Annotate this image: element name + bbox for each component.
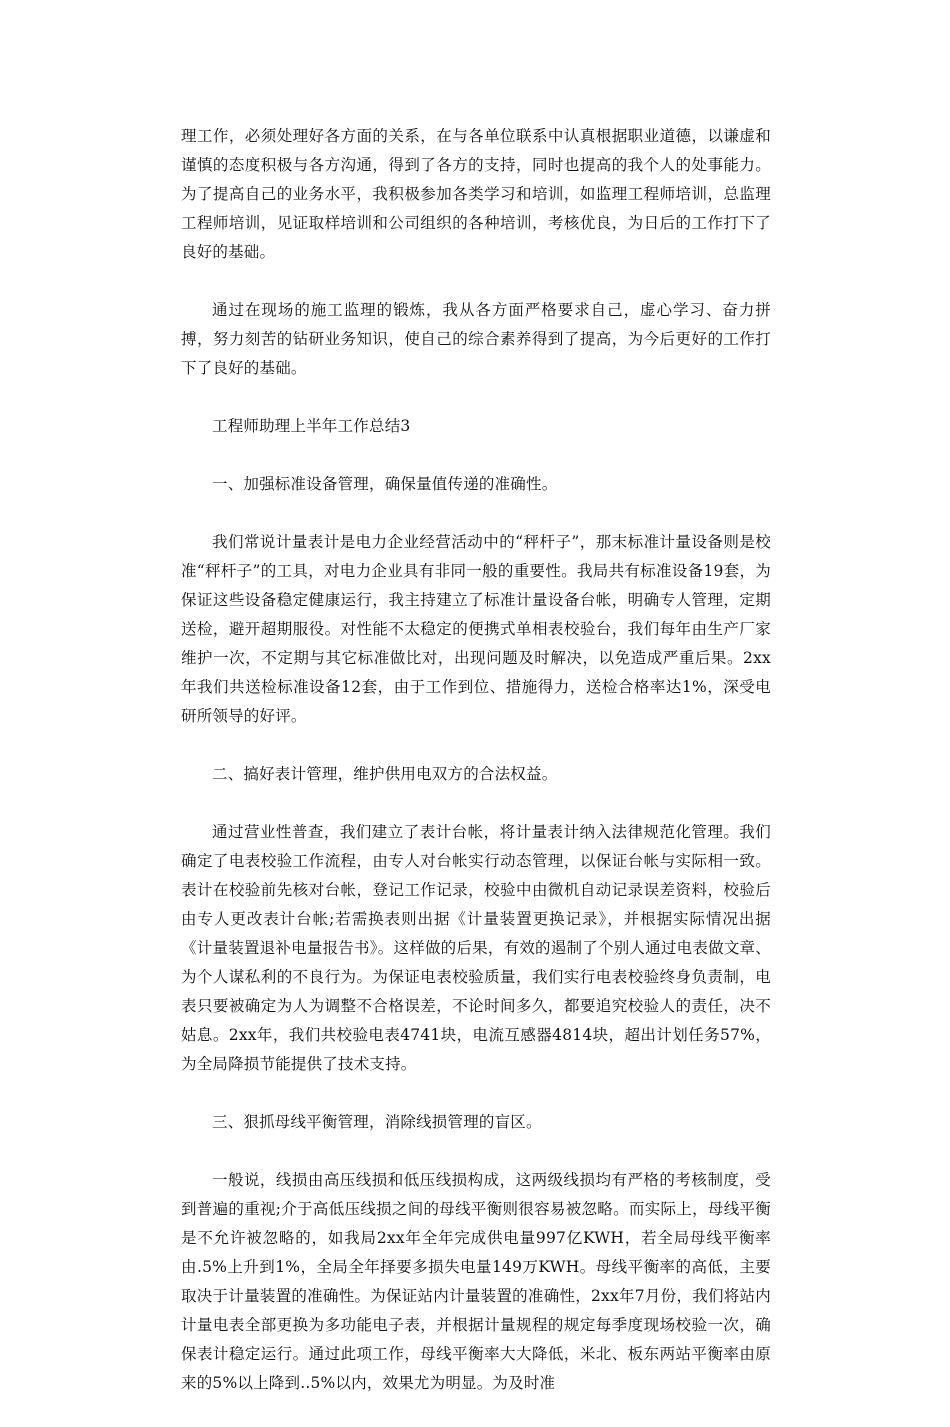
paragraph-2: 通过在现场的施工监理的锻炼，我从各方面严格要求自己，虚心学习、奋力拼搏，努力刻苦的钻研业务知识，使自己的综合素养得到了提高，为今后更好的工作打下了良好的基础。: [181, 301, 771, 377]
heading-3: 三、狠抓母线平衡管理，消除线损管理的盲区。: [212, 1113, 542, 1131]
section-title: 工程师助理上半年工作总结3: [212, 417, 411, 435]
document-body: [181, 122, 771, 1427]
heading-1: 一、加强标准设备管理，确保量值传递的准确性。: [212, 475, 558, 493]
paragraph-4: 通过营业性普查，我们建立了表计台帐，将计量表计纳入法律规范化管理。我们确定了电表校验工作流程，由专人对台帐实行动态管理，以保证台帐与实际相一致。表计在校验前先核对台帐，登记工作记录，校验中由微机自动记录误差资料，校验后由专人更改表计台帐;若需换表则出据《计量装置更换记录》，并根据实际情况出据《计量装置退补电量报告书》。这样做的后果，有效的遏制了个别人通过电表做文章、为个人谋私利的不良行为。为保证电表校验质量，我们实行电表校验终身负责制，电表只要被确定为人为调整不合格误差，不论时间多久，都要追究校验人的责任，决不姑息。2xx年，我们共校验电表4741块，电流互感器4814块，超出计划任务57%，为全局降损节能提供了技术支持。: [181, 823, 771, 1073]
paragraph-3: 我们常说计量表计是电力企业经营活动中的“秤杆子”，那末标准计量设备则是校准“秤杆子”的工具，对电力企业具有非同一般的重要性。我局共有标准设备19套，为保证这些设备稳定健康运行，我主持建立了标准计量设备台帐，明确专人管理，定期送检，避开超期服役。对性能不太稳定的便携式单相表校验台，我们每年由生产厂家维护一次，不定期与其它标准做比对，出现问题及时解决，以免造成严重后果。2xx年我们共送检标准设备12套，由于工作到位、措施得力，送检合格率达1%，深受电研所领导的好评。: [181, 533, 771, 725]
heading-2: 二、搞好表计管理，维护供用电双方的合法权益。: [212, 765, 558, 783]
paragraph-1: 理工作，必须处理好各方面的关系，在与各单位联系中认真根据职业道德，以谦虚和谨慎的态度积极与各方沟通，得到了各方的支持，同时也提高的我个人的处事能力。为了提高自己的业务水平，我积极参加各类学习和培训，如监理工程师培训，总监理工程师培训，见证取样培训和公司组织的各种培训，考核优良，为日后的工作打下了良好的基础。: [181, 127, 771, 261]
paragraph-5: 一般说，线损由高压线损和低压线损构成，这两级线损均有严格的考核制度，受到普遍的重视;介于高低压线损之间的母线平衡则很容易被忽略。而实际上，母线平衡是不允许被忽略的，如我局2xx年全年完成供电量997亿KWH，若全局母线平衡率由.5%上升到1%，全局全年择要多损失电量149万KWH。母线平衡率的高低，主要取决于计量装置的准确性。为保证站内计量装置的准确性，2xx年7月份，我们将站内计量电表全部更换为多功能电子表，并根据计量规程的规定每季度现场校验一次，确保表计稳定运行。通过此项工作，母线平衡率大大降低，米北、板东两站平衡率由原来的5%以上降到..5%以内，效果尤为明显。为及时准: [181, 1171, 771, 1392]
